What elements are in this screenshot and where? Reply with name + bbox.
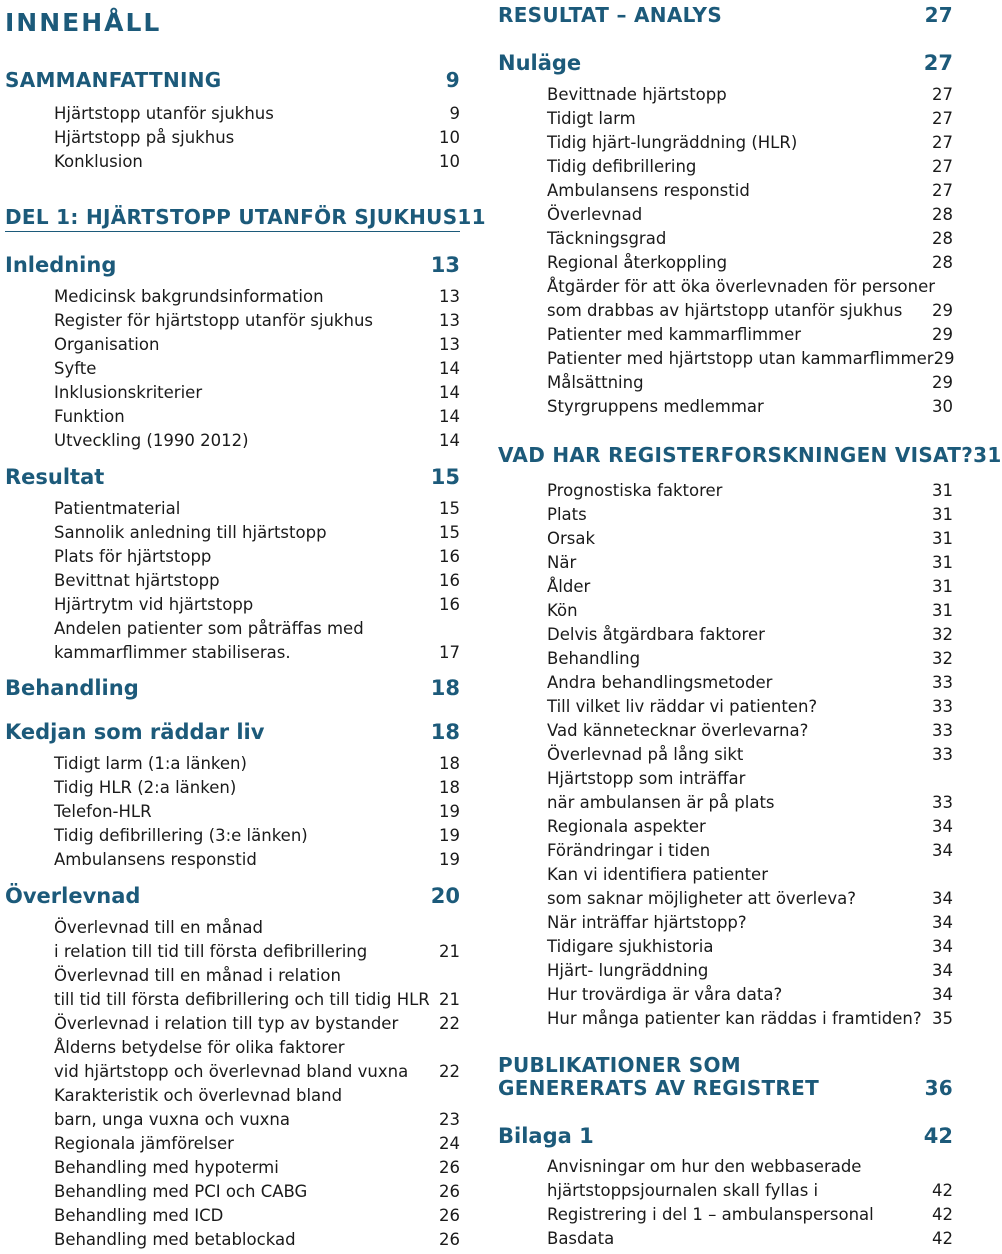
toc-entry[interactable] bbox=[547, 841, 953, 860]
toc-section-heading[interactable] bbox=[498, 443, 1002, 467]
toc-entry-title: Prognostiska faktorer bbox=[547, 481, 723, 500]
toc-entry-page: 15 bbox=[430, 465, 460, 489]
page-title: INNEHÅLL bbox=[5, 8, 162, 37]
toc-entry-title: Tidig defibrillering (3:e länken) bbox=[54, 826, 308, 845]
toc-entry[interactable] bbox=[54, 619, 460, 638]
toc-entry-page: 32 bbox=[932, 625, 953, 644]
toc-entry[interactable] bbox=[547, 625, 953, 644]
toc-entry-page: 27 bbox=[932, 181, 953, 200]
toc-entry-title: Ambulansens responstid bbox=[54, 850, 257, 869]
toc-entry-page: 31 bbox=[932, 601, 953, 620]
toc-entry-title: Patienter med hjärtstopp utan kammarflimmer bbox=[547, 349, 934, 368]
toc-entry-title: vid hjärtstopp och överlevnad bland vuxna bbox=[54, 1062, 409, 1081]
toc-entry-title: VAD HAR REGISTERFORSKNINGEN VISAT? bbox=[498, 443, 974, 467]
toc-entry-page: 10 bbox=[439, 152, 460, 171]
toc-entry[interactable] bbox=[547, 721, 953, 740]
toc-section-heading[interactable] bbox=[498, 1076, 953, 1100]
toc-entry[interactable] bbox=[54, 359, 460, 378]
toc-section-heading[interactable] bbox=[5, 205, 486, 229]
toc-entry-title: Behandling bbox=[547, 649, 641, 668]
toc-section-heading[interactable] bbox=[498, 1053, 953, 1077]
toc-entry-page: 27 bbox=[924, 3, 953, 27]
toc-entry-page: 42 bbox=[932, 1181, 953, 1200]
toc-entry-page: 29 bbox=[932, 373, 953, 392]
toc-entry-page: 27 bbox=[932, 109, 953, 128]
toc-entry-page: 15 bbox=[439, 499, 460, 518]
toc-entry-title: Överlevnad på lång sikt bbox=[547, 745, 744, 764]
toc-entry-page: 14 bbox=[439, 407, 460, 426]
toc-entry-page: 20 bbox=[430, 884, 460, 908]
toc-entry[interactable] bbox=[54, 802, 460, 821]
toc-entry-title: Tidig defibrillering bbox=[547, 157, 697, 176]
toc-entry[interactable] bbox=[547, 181, 953, 200]
toc-entry-page: 34 bbox=[932, 817, 953, 836]
toc-entry[interactable] bbox=[547, 505, 953, 524]
toc-entry-title: som drabbas av hjärtstopp utanför sjukhus bbox=[547, 301, 903, 320]
toc-entry-title: Överlevnad till en månad bbox=[54, 918, 264, 937]
toc-entry[interactable] bbox=[54, 104, 460, 123]
toc-entry-title: Behandling med betablockad bbox=[54, 1230, 296, 1249]
toc-entry-page: 28 bbox=[932, 205, 953, 224]
toc-entry[interactable] bbox=[547, 373, 953, 392]
toc-entry-page: 22 bbox=[439, 1014, 460, 1033]
toc-entry-page: 42 bbox=[923, 1124, 953, 1148]
toc-entry[interactable] bbox=[54, 1110, 460, 1129]
toc-entry[interactable] bbox=[547, 325, 953, 344]
toc-entry[interactable] bbox=[547, 1205, 953, 1224]
toc-entry-title: Hjärtstopp utanför sjukhus bbox=[54, 104, 274, 123]
toc-entry-title: Delvis åtgärdbara faktorer bbox=[547, 625, 765, 644]
toc-entry[interactable] bbox=[547, 961, 953, 980]
toc-entry-title: DEL 1: HJÄRTSTOPP UTANFÖR SJUKHUS bbox=[5, 205, 458, 229]
toc-entry[interactable] bbox=[54, 754, 460, 773]
toc-chapter-heading[interactable] bbox=[5, 253, 460, 277]
toc-entry[interactable] bbox=[547, 529, 953, 548]
toc-entry-title: Inledning bbox=[5, 253, 117, 277]
toc-entry-page: 29 bbox=[932, 325, 953, 344]
toc-entry-title: Regional återkoppling bbox=[547, 253, 728, 272]
toc-entry-page: 26 bbox=[439, 1182, 460, 1201]
toc-entry[interactable] bbox=[547, 109, 953, 128]
toc-entry-title: Sannolik anledning till hjärtstopp bbox=[54, 523, 327, 542]
toc-entry-title: Karakteristik och överlevnad bland bbox=[54, 1086, 343, 1105]
toc-entry[interactable] bbox=[547, 601, 953, 620]
toc-entry-title: Tidigt larm bbox=[547, 109, 636, 128]
toc-entry-page: 18 bbox=[439, 778, 460, 797]
toc-chapter-heading[interactable] bbox=[498, 51, 953, 75]
toc-entry-page: 13 bbox=[439, 335, 460, 354]
toc-entry-title: Åtgärder för att öka överlevnaden för personer bbox=[547, 277, 936, 296]
toc-entry-title: Bevittnat hjärtstopp bbox=[54, 571, 220, 590]
toc-entry-page: 33 bbox=[932, 721, 953, 740]
toc-entry-title: Resultat bbox=[5, 465, 105, 489]
toc-entry-page: 14 bbox=[439, 383, 460, 402]
toc-entry-page: 31 bbox=[932, 577, 953, 596]
toc-entry-page: 34 bbox=[932, 985, 953, 1004]
toc-chapter-heading[interactable] bbox=[498, 1124, 953, 1148]
toc-entry-page: 27 bbox=[932, 85, 953, 104]
toc-entry[interactable] bbox=[54, 287, 460, 306]
toc-entry-title: Utveckling (1990 2012) bbox=[54, 431, 249, 450]
toc-entry-title: Bevittnade hjärtstopp bbox=[547, 85, 727, 104]
toc-entry-title: Överlevnad i relation till typ av bystander bbox=[54, 1014, 399, 1033]
toc-entry-page: 28 bbox=[932, 253, 953, 272]
toc-entry-title: Överlevnad till en månad i relation bbox=[54, 966, 341, 985]
toc-entry[interactable] bbox=[547, 913, 953, 932]
toc-entry-page: 18 bbox=[430, 720, 460, 744]
toc-entry-title: Registrering i del 1 – ambulanspersonal bbox=[547, 1205, 874, 1224]
toc-entry-title: Tidig HLR (2:a länken) bbox=[54, 778, 237, 797]
toc-entry[interactable] bbox=[54, 1206, 460, 1225]
toc-entry-page: 21 bbox=[439, 942, 460, 961]
toc-entry-page: 30 bbox=[932, 397, 953, 416]
toc-entry-title: När bbox=[547, 553, 577, 572]
toc-column-right bbox=[490, 0, 1002, 1254]
toc-entry[interactable] bbox=[54, 431, 460, 450]
toc-entry-title: kammarflimmer stabiliseras. bbox=[54, 643, 291, 662]
toc-entry[interactable] bbox=[54, 918, 460, 937]
toc-entry-title: Tidigt larm (1:a länken) bbox=[54, 754, 247, 773]
toc-entry-page: 32 bbox=[932, 649, 953, 668]
toc-entry[interactable] bbox=[54, 499, 460, 518]
toc-entry-page: 27 bbox=[932, 157, 953, 176]
toc-entry-title: SAMMANFATTNING bbox=[5, 68, 222, 92]
toc-entry[interactable] bbox=[54, 383, 460, 402]
toc-entry-page: 21 bbox=[439, 990, 460, 1009]
toc-entry-page: 23 bbox=[439, 1110, 460, 1129]
toc-entry-title: Nuläge bbox=[498, 51, 582, 75]
toc-entry[interactable] bbox=[54, 990, 460, 1009]
toc-entry-page: 18 bbox=[430, 676, 460, 700]
toc-entry-title: Syfte bbox=[54, 359, 97, 378]
toc-entry[interactable] bbox=[547, 865, 953, 884]
toc-entry-page: 26 bbox=[439, 1230, 460, 1249]
toc-chapter-heading[interactable] bbox=[5, 676, 460, 700]
toc-entry-page: 14 bbox=[439, 431, 460, 450]
toc-entry-page: 34 bbox=[932, 937, 953, 956]
toc-entry[interactable] bbox=[54, 643, 460, 662]
toc-entry-title: Medicinsk bakgrundsinformation bbox=[54, 287, 324, 306]
toc-entry[interactable] bbox=[547, 889, 953, 908]
toc-entry-title: Tidigare sjukhistoria bbox=[547, 937, 714, 956]
toc-entry-title: Kan vi identifiera patienter bbox=[547, 865, 768, 884]
toc-entry-title: Konklusion bbox=[54, 152, 143, 171]
toc-entry-page: 31 bbox=[932, 505, 953, 524]
toc-entry[interactable] bbox=[547, 1157, 953, 1176]
toc-entry[interactable] bbox=[547, 1181, 953, 1200]
toc-entry-title: Basdata bbox=[547, 1229, 615, 1248]
toc-entry[interactable] bbox=[547, 697, 953, 716]
toc-entry-title: När inträffar hjärtstopp? bbox=[547, 913, 747, 932]
toc-chapter-heading[interactable] bbox=[5, 884, 460, 908]
toc-entry-page: 26 bbox=[439, 1206, 460, 1225]
toc-entry[interactable] bbox=[54, 1062, 460, 1081]
toc-entry[interactable] bbox=[547, 745, 953, 764]
toc-entry-title: Hjärt- lungräddning bbox=[547, 961, 709, 980]
toc-entry-title: Vad kännetecknar överlevarna? bbox=[547, 721, 809, 740]
toc-entry-page: 36 bbox=[924, 1076, 953, 1100]
toc-entry[interactable] bbox=[54, 335, 460, 354]
toc-entry-page: 13 bbox=[439, 287, 460, 306]
toc-entry-page: 29 bbox=[932, 301, 953, 320]
toc-entry[interactable] bbox=[547, 253, 953, 272]
toc-entry-page: 31 bbox=[973, 443, 1002, 467]
toc-entry[interactable] bbox=[54, 571, 460, 590]
toc-entry-page: 9 bbox=[445, 68, 460, 92]
toc-entry-page: 17 bbox=[439, 643, 460, 662]
toc-entry-title: Tidig hjärt-lungräddning (HLR) bbox=[547, 133, 798, 152]
toc-entry[interactable] bbox=[54, 1014, 460, 1033]
toc-entry-title: Andelen patienter som påträffas med bbox=[54, 619, 364, 638]
toc-entry-page: 18 bbox=[439, 754, 460, 773]
toc-entry-title: Behandling med hypotermi bbox=[54, 1158, 279, 1177]
toc-entry-page: 13 bbox=[439, 311, 460, 330]
toc-entry-page: 31 bbox=[932, 553, 953, 572]
toc-entry-page: 27 bbox=[923, 51, 953, 75]
toc-entry[interactable] bbox=[54, 128, 460, 147]
toc-entry-page: 19 bbox=[439, 802, 460, 821]
toc-entry-title: Styrgruppens medlemmar bbox=[547, 397, 764, 416]
toc-entry-page: 24 bbox=[439, 1134, 460, 1153]
toc-entry-page: 22 bbox=[439, 1062, 460, 1081]
toc-entry-title: Regionala jämförelser bbox=[54, 1134, 234, 1153]
toc-entry[interactable] bbox=[547, 85, 953, 104]
toc-entry[interactable] bbox=[54, 1134, 460, 1153]
toc-entry-title: barn, unga vuxna och vuxna bbox=[54, 1110, 290, 1129]
toc-entry-page: 9 bbox=[449, 104, 460, 123]
toc-entry-page: 26 bbox=[439, 1158, 460, 1177]
toc-entry[interactable] bbox=[547, 1009, 953, 1028]
toc-entry[interactable] bbox=[54, 850, 460, 869]
toc-entry-page: 35 bbox=[932, 1009, 953, 1028]
toc-entry-page: 33 bbox=[932, 745, 953, 764]
toc-entry-page: 13 bbox=[430, 253, 460, 277]
toc-entry-title: Täckningsgrad bbox=[547, 229, 667, 248]
toc-entry[interactable] bbox=[54, 1086, 460, 1105]
toc-entry[interactable] bbox=[54, 1038, 460, 1057]
toc-entry[interactable] bbox=[547, 157, 953, 176]
toc-entry[interactable] bbox=[547, 133, 953, 152]
toc-entry-title: Överlevnad bbox=[5, 884, 141, 908]
toc-entry-title: Organisation bbox=[54, 335, 160, 354]
toc-entry[interactable] bbox=[54, 407, 460, 426]
toc-entry-title: Behandling med PCI och CABG bbox=[54, 1182, 308, 1201]
toc-entry-title: Målsättning bbox=[547, 373, 644, 392]
toc-entry-title: hjärtstoppsjournalen skall fyllas i bbox=[547, 1181, 819, 1200]
toc-entry[interactable] bbox=[54, 152, 460, 171]
toc-entry-title: Plats bbox=[547, 505, 587, 524]
toc-entry-title: Överlevnad bbox=[547, 205, 643, 224]
toc-entry-page: 31 bbox=[932, 529, 953, 548]
toc-entry[interactable] bbox=[54, 942, 460, 961]
toc-entry[interactable] bbox=[54, 826, 460, 845]
toc-entry[interactable] bbox=[547, 649, 953, 668]
toc-column-left bbox=[0, 0, 486, 1254]
toc-entry[interactable] bbox=[547, 277, 953, 296]
toc-entry[interactable] bbox=[547, 673, 953, 692]
toc-entry-title: Andra behandlingsmetoder bbox=[547, 673, 773, 692]
toc-entry[interactable] bbox=[54, 1230, 460, 1249]
toc-entry[interactable] bbox=[54, 1158, 460, 1177]
toc-entry-title: Inklusionskriterier bbox=[54, 383, 203, 402]
toc-entry-page: 16 bbox=[439, 571, 460, 590]
toc-entry-page: 42 bbox=[932, 1229, 953, 1248]
toc-entry[interactable] bbox=[547, 769, 953, 788]
toc-entry[interactable] bbox=[547, 577, 953, 596]
toc-entry-title: Behandling bbox=[5, 676, 139, 700]
toc-entry-title: Ålderns betydelse för olika faktorer bbox=[54, 1038, 345, 1057]
toc-entry[interactable] bbox=[547, 301, 953, 320]
toc-entry-page: 28 bbox=[932, 229, 953, 248]
toc-entry-title: PUBLIKATIONER SOM bbox=[498, 1053, 742, 1077]
toc-entry-title: Kön bbox=[547, 601, 578, 620]
toc-entry-title: Ålder bbox=[547, 577, 591, 596]
toc-entry-title: RESULTAT – ANALYS bbox=[498, 3, 723, 27]
toc-entry-page: 34 bbox=[932, 841, 953, 860]
toc-entry-page: 33 bbox=[932, 793, 953, 812]
toc-entry[interactable] bbox=[54, 547, 460, 566]
toc-entry-page: 19 bbox=[439, 850, 460, 869]
toc-entry-title: Hjärtrytm vid hjärtstopp bbox=[54, 595, 254, 614]
toc-section-heading[interactable] bbox=[498, 3, 953, 27]
toc-entry-title: Behandling med ICD bbox=[54, 1206, 224, 1225]
toc-entry-title: Ambulansens responstid bbox=[547, 181, 750, 200]
toc-entry[interactable] bbox=[54, 1182, 460, 1201]
toc-entry-title: Kedjan som räddar liv bbox=[5, 720, 265, 744]
toc-entry[interactable] bbox=[547, 937, 953, 956]
toc-entry-title: Till vilket liv räddar vi patienten? bbox=[547, 697, 818, 716]
toc-entry[interactable] bbox=[547, 349, 953, 368]
toc-entry-title: Anvisningar om hur den webbaserade bbox=[547, 1157, 862, 1176]
toc-entry-title: Hur trovärdiga är våra data? bbox=[547, 985, 783, 1004]
toc-entry-page: 14 bbox=[439, 359, 460, 378]
toc-entry[interactable] bbox=[547, 205, 953, 224]
toc-entry[interactable] bbox=[547, 793, 953, 812]
toc-entry-page: 33 bbox=[932, 673, 953, 692]
toc-entry-title: Plats för hjärtstopp bbox=[54, 547, 212, 566]
toc-entry-page: 29 bbox=[933, 349, 955, 368]
toc-entry-title: Funktion bbox=[54, 407, 125, 426]
section-divider bbox=[5, 231, 460, 232]
toc-entry[interactable] bbox=[54, 523, 460, 542]
toc-entry[interactable] bbox=[547, 985, 953, 1004]
toc-entry-title: när ambulansen är på plats bbox=[547, 793, 775, 812]
toc-entry-title: Hjärtstopp på sjukhus bbox=[54, 128, 235, 147]
toc-entry-title: Hur många patienter kan räddas i framtiden? bbox=[547, 1009, 922, 1028]
toc-entry[interactable] bbox=[547, 397, 953, 416]
toc-entry-page: 27 bbox=[932, 133, 953, 152]
toc-entry[interactable] bbox=[54, 966, 460, 985]
toc-entry-title: till tid till första defibrillering och till tidig HLR bbox=[54, 990, 430, 1009]
toc-entry-title: Telefon-HLR bbox=[54, 802, 152, 821]
toc-entry-title: Register för hjärtstopp utanför sjukhus bbox=[54, 311, 374, 330]
toc-entry[interactable] bbox=[547, 1229, 953, 1248]
toc-entry-page: 11 bbox=[457, 205, 486, 229]
toc-entry-title: Orsak bbox=[547, 529, 596, 548]
toc-entry-page: 34 bbox=[932, 913, 953, 932]
toc-entry-page: 16 bbox=[439, 547, 460, 566]
toc-entry[interactable] bbox=[54, 595, 460, 614]
toc-entry-page: 10 bbox=[439, 128, 460, 147]
toc-entry[interactable] bbox=[54, 778, 460, 797]
toc-entry-page: 15 bbox=[439, 523, 460, 542]
toc-entry-page: 34 bbox=[932, 889, 953, 908]
toc-entry[interactable] bbox=[547, 229, 953, 248]
toc-chapter-heading[interactable] bbox=[5, 465, 460, 489]
toc-entry[interactable] bbox=[547, 481, 953, 500]
toc-entry-title: Patientmaterial bbox=[54, 499, 181, 518]
toc-entry-title: GENERERATS AV REGISTRET bbox=[498, 1076, 820, 1100]
toc-entry-title: Bilaga 1 bbox=[498, 1124, 594, 1148]
toc-entry[interactable] bbox=[547, 817, 953, 836]
toc-entry-title: Regionala aspekter bbox=[547, 817, 706, 836]
toc-section-heading[interactable] bbox=[5, 68, 460, 92]
toc-entry[interactable] bbox=[547, 553, 953, 572]
toc-entry-title: som saknar möjligheter att överleva? bbox=[547, 889, 856, 908]
toc-entry-title: i relation till tid till första defibrillering bbox=[54, 942, 368, 961]
toc-entry-page: 33 bbox=[932, 697, 953, 716]
toc-entry-page: 16 bbox=[439, 595, 460, 614]
toc-entry-title: Förändringar i tiden bbox=[547, 841, 711, 860]
toc-chapter-heading[interactable] bbox=[5, 720, 460, 744]
toc-entry[interactable] bbox=[54, 311, 460, 330]
toc-entry-page: 19 bbox=[439, 826, 460, 845]
toc-entry-page: 31 bbox=[932, 481, 953, 500]
toc-entry-title: Hjärtstopp som inträffar bbox=[547, 769, 746, 788]
toc-entry-title: Patienter med kammarflimmer bbox=[547, 325, 802, 344]
toc-entry-page: 42 bbox=[932, 1205, 953, 1224]
toc-entry-page: 34 bbox=[932, 961, 953, 980]
